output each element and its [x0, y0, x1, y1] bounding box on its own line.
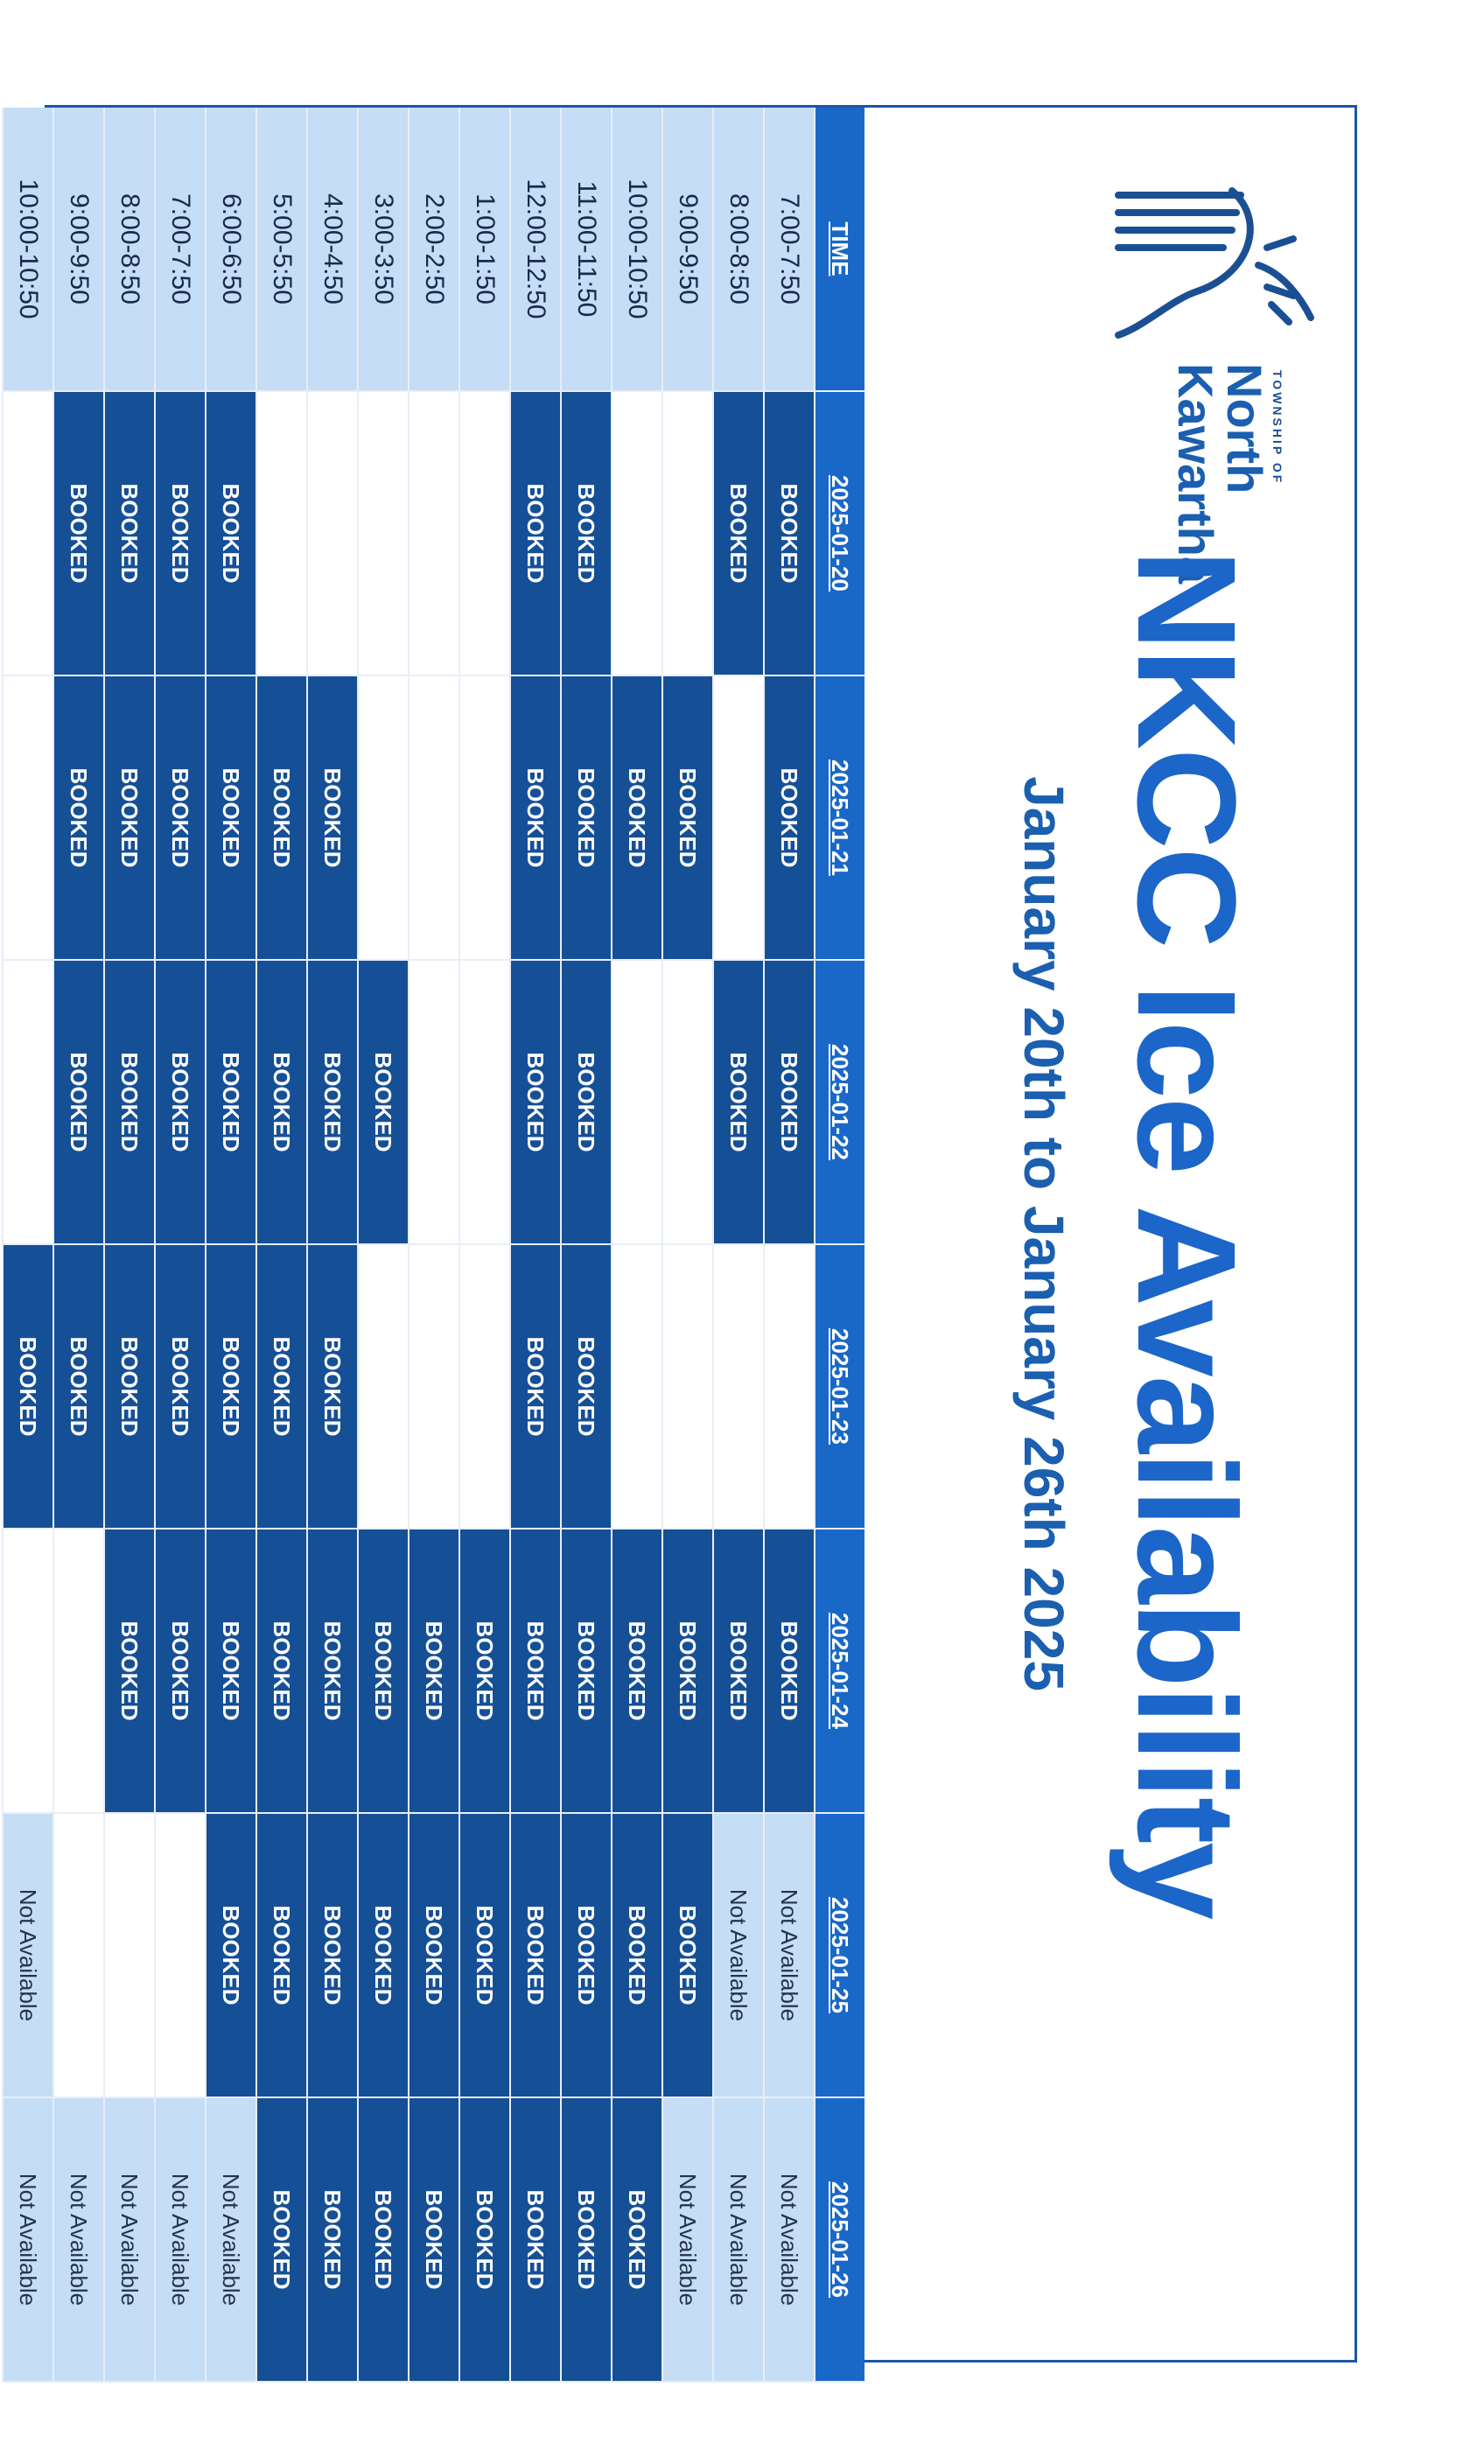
- available-slot: [763, 1245, 814, 1530]
- booked-slot: BOOKED: [154, 961, 205, 1245]
- booked-slot: BOOKED: [256, 676, 306, 961]
- booked-slot: BOOKED: [763, 1530, 814, 1814]
- available-slot: [2, 1530, 52, 1814]
- booked-slot: BOOKED: [256, 1814, 306, 2098]
- available-slot: [256, 392, 306, 676]
- available-slot: [712, 1245, 763, 1530]
- date-column-header: 2025-01-24: [814, 1530, 864, 1814]
- booked-slot: BOOKED: [763, 961, 814, 1245]
- booked-slot: BOOKED: [611, 1814, 662, 2098]
- not-available-slot: Not Available: [2, 2098, 52, 2383]
- booked-slot: BOOKED: [509, 2098, 560, 2383]
- booked-slot: BOOKED: [509, 961, 560, 1245]
- booked-slot: BOOKED: [560, 1814, 611, 2098]
- time-slot-label: 12:00-12:50: [509, 108, 560, 392]
- booked-slot: BOOKED: [458, 1814, 509, 2098]
- booked-slot: BOOKED: [154, 1245, 205, 1530]
- booked-slot: BOOKED: [509, 1530, 560, 1814]
- booked-slot: BOOKED: [611, 2098, 662, 2383]
- booked-slot: BOOKED: [205, 1814, 256, 2098]
- booked-slot: BOOKED: [560, 2098, 611, 2383]
- booked-slot: BOOKED: [357, 961, 408, 1245]
- time-slot-label: 8:00-8:50: [712, 108, 763, 392]
- booked-slot: BOOKED: [154, 392, 205, 676]
- available-slot: [52, 1814, 103, 2098]
- time-slot-label: 11:00-11:50: [560, 108, 611, 392]
- available-slot: [154, 1814, 205, 2098]
- booked-slot: BOOKED: [712, 1530, 763, 1814]
- booked-slot: BOOKED: [154, 1530, 205, 1814]
- not-available-slot: Not Available: [52, 2098, 103, 2383]
- availability-table: [2, 108, 864, 2383]
- booked-slot: BOOKED: [509, 392, 560, 676]
- booked-slot: BOOKED: [662, 1530, 712, 1814]
- logo-line-2: Kawartha: [1168, 363, 1223, 584]
- booked-slot: BOOKED: [357, 2098, 408, 2383]
- booked-slot: BOOKED: [509, 1245, 560, 1530]
- available-slot: [357, 676, 408, 961]
- available-slot: [2, 676, 52, 961]
- booked-slot: BOOKED: [408, 1814, 458, 2098]
- booked-slot: BOOKED: [205, 961, 256, 1245]
- date-column-header: 2025-01-22: [814, 961, 864, 1245]
- available-slot: [458, 392, 509, 676]
- booked-slot: BOOKED: [205, 392, 256, 676]
- not-available-slot: Not Available: [712, 2098, 763, 2383]
- booked-slot: BOOKED: [712, 392, 763, 676]
- booked-slot: BOOKED: [560, 676, 611, 961]
- booked-slot: BOOKED: [306, 676, 357, 961]
- available-slot: [662, 1245, 712, 1530]
- booked-slot: BOOKED: [103, 1245, 154, 1530]
- available-slot: [408, 1245, 458, 1530]
- not-available-slot: Not Available: [103, 2098, 154, 2383]
- booked-slot: BOOKED: [306, 2098, 357, 2383]
- available-slot: [611, 392, 662, 676]
- page-subtitle: January 20th to January 26th 2025: [1012, 776, 1075, 1691]
- booked-slot: BOOKED: [611, 676, 662, 961]
- booked-slot: BOOKED: [205, 1245, 256, 1530]
- date-column-header: 2025-01-23: [814, 1245, 864, 1530]
- booked-slot: BOOKED: [52, 1245, 103, 1530]
- booked-slot: BOOKED: [306, 1530, 357, 1814]
- booked-slot: BOOKED: [458, 2098, 509, 2383]
- time-slot-label: 10:00-10:50: [611, 108, 662, 392]
- booked-slot: BOOKED: [2, 1245, 52, 1530]
- date-column-header: 2025-01-25: [814, 1814, 864, 2098]
- time-slot-label: 10:00-10:50: [2, 108, 52, 392]
- time-column-header: TIME: [814, 108, 864, 392]
- available-slot: [357, 1245, 408, 1530]
- available-slot: [712, 676, 763, 961]
- booked-slot: BOOKED: [306, 1245, 357, 1530]
- booked-slot: BOOKED: [712, 961, 763, 1245]
- booked-slot: BOOKED: [306, 961, 357, 1245]
- time-slot-label: 7:00-7:50: [154, 108, 205, 392]
- not-available-slot: Not Available: [712, 1814, 763, 2098]
- available-slot: [458, 1245, 509, 1530]
- booked-slot: BOOKED: [357, 1814, 408, 2098]
- booked-slot: BOOKED: [103, 392, 154, 676]
- booked-slot: BOOKED: [52, 961, 103, 1245]
- booked-slot: BOOKED: [662, 1814, 712, 2098]
- document-frame: [14, 105, 1357, 2362]
- booked-slot: BOOKED: [306, 1814, 357, 2098]
- booked-slot: BOOKED: [256, 1245, 306, 1530]
- booked-slot: BOOKED: [763, 676, 814, 961]
- available-slot: [408, 961, 458, 1245]
- available-slot: [662, 961, 712, 1245]
- available-slot: [408, 676, 458, 961]
- booked-slot: BOOKED: [560, 961, 611, 1245]
- booked-slot: BOOKED: [560, 1245, 611, 1530]
- booked-slot: BOOKED: [256, 2098, 306, 2383]
- available-slot: [611, 1245, 662, 1530]
- booked-slot: BOOKED: [560, 1530, 611, 1814]
- booked-slot: BOOKED: [256, 961, 306, 1245]
- date-column-header: 2025-01-21: [814, 676, 864, 961]
- booked-slot: BOOKED: [408, 1530, 458, 1814]
- available-slot: [306, 392, 357, 676]
- time-slot-label: 9:00-9:50: [662, 108, 712, 392]
- booked-slot: BOOKED: [763, 392, 814, 676]
- booked-slot: BOOKED: [458, 1530, 509, 1814]
- not-available-slot: Not Available: [763, 2098, 814, 2383]
- not-available-slot: Not Available: [154, 2098, 205, 2383]
- page-title: NKCC Ice Availability: [1109, 549, 1265, 1919]
- booked-slot: BOOKED: [52, 676, 103, 961]
- booked-slot: BOOKED: [103, 676, 154, 961]
- time-slot-label: 5:00-5:50: [256, 108, 306, 392]
- booked-slot: BOOKED: [509, 676, 560, 961]
- time-slot-label: 3:00-3:50: [357, 108, 408, 392]
- date-column-header: 2025-01-20: [814, 392, 864, 676]
- booked-slot: BOOKED: [611, 1530, 662, 1814]
- available-slot: [2, 392, 52, 676]
- booked-slot: BOOKED: [103, 961, 154, 1245]
- booked-slot: BOOKED: [103, 1530, 154, 1814]
- available-slot: [408, 392, 458, 676]
- available-slot: [662, 392, 712, 676]
- not-available-slot: Not Available: [2, 1814, 52, 2098]
- time-slot-label: 2:00-2:50: [408, 108, 458, 392]
- booked-slot: BOOKED: [52, 392, 103, 676]
- header: [878, 108, 1354, 2360]
- available-slot: [52, 1530, 103, 1814]
- not-available-slot: Not Available: [662, 2098, 712, 2383]
- booked-slot: BOOKED: [205, 1530, 256, 1814]
- time-slot-label: 6:00-6:50: [205, 108, 256, 392]
- date-column-header: 2025-01-26: [814, 2098, 864, 2383]
- available-slot: [357, 392, 408, 676]
- time-slot-label: 4:00-4:50: [306, 108, 357, 392]
- time-slot-label: 7:00-7:50: [763, 108, 814, 392]
- available-slot: [103, 1814, 154, 2098]
- time-slot-label: 8:00-8:50: [103, 108, 154, 392]
- available-slot: [458, 676, 509, 961]
- booked-slot: BOOKED: [408, 2098, 458, 2383]
- booked-slot: BOOKED: [509, 1814, 560, 2098]
- available-slot: [611, 961, 662, 1245]
- time-slot-label: 9:00-9:50: [52, 108, 103, 392]
- time-slot-label: 1:00-1:50: [458, 108, 509, 392]
- booked-slot: BOOKED: [662, 676, 712, 961]
- logo-line-1: North: [1217, 363, 1272, 494]
- booked-slot: BOOKED: [256, 1530, 306, 1814]
- booked-slot: BOOKED: [154, 676, 205, 961]
- available-slot: [458, 961, 509, 1245]
- booked-slot: BOOKED: [560, 392, 611, 676]
- booked-slot: BOOKED: [357, 1530, 408, 1814]
- not-available-slot: Not Available: [205, 2098, 256, 2383]
- not-available-slot: Not Available: [763, 1814, 814, 2098]
- logo-township-of: TOWNSHIP OF: [1270, 370, 1284, 486]
- booked-slot: BOOKED: [205, 676, 256, 961]
- available-slot: [2, 961, 52, 1245]
